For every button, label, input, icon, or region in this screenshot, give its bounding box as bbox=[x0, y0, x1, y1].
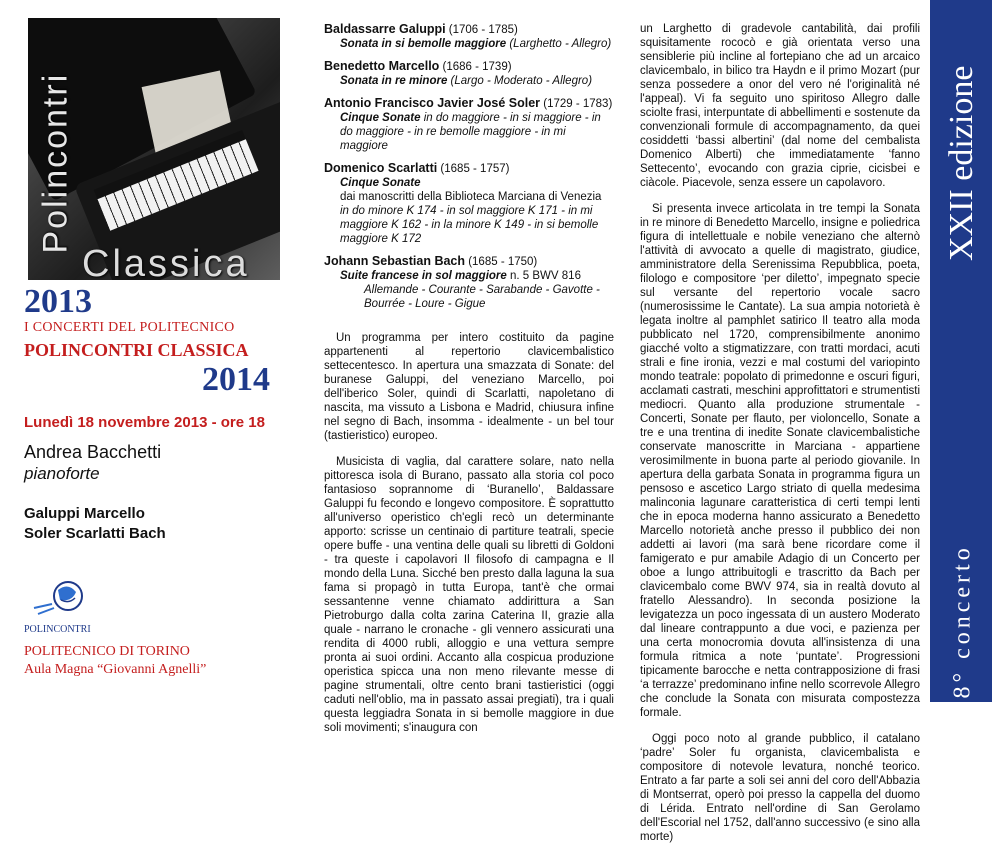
program-column bbox=[324, 22, 614, 747]
performer-instrument: pianoforte bbox=[24, 464, 100, 483]
venue: Aula Magna “Giovanni Agnelli” bbox=[24, 662, 207, 677]
event-date: Lunedì 18 novembre 2013 - ore 18 bbox=[24, 414, 265, 431]
institution: POLITECNICO DI TORINO bbox=[24, 644, 190, 659]
work-detail: n. 5 BWV 816 bbox=[506, 270, 581, 282]
work-detail-2: in do minore K 174 - in sol maggiore K 171 - in mi maggiore K 162 - in la minore K 149 - in si bemolle maggiore K 172 bbox=[340, 205, 599, 245]
program-item bbox=[324, 22, 614, 51]
paragraph: Oggi poco noto al grande pubblico, il catalano ‘padre’ Soler fu organista, clavicembalista e compositore di notevole levatura, nonché teorico. Entrato a far parte a soli sei anni del coro dell'Abbazia di Montserrat, operò poi presso la cappella del duomo di Lérida. Entrato nell'ordine di San Gerolamo dell'Escorial nel 1752, dall'anno successivo (e sino alla morte) bbox=[640, 733, 920, 843]
program-item bbox=[324, 254, 614, 311]
paragraph: Musicista di vaglia, dal carattere solare, nato nella pittoresca isola di Burano, passato alla storia col poco fantasioso soprannome di ‘Buranello’, Baldassare Galuppi fu fecondo e longevo compositore. È soprattutto all'universo operistico ch'egli recò un determinante apporto: scrisse un centinaio di partiture teatrali, specie opere buffe - una ventina delle quali su libretti di Goldoni - tra queste i capolavori Il filosofo di campagna e Il mondo della Luna. Sicché ben presto dalla laguna la sua fama si propagò in tutta Europa, tant'è che ormai sessantenne venne chiamato addirittura a San Pietroburgo dalla colta zarina Caterina II, grazie alla quale - narrano le cronache - gli vennero assicurati una rendita di 4000 rubli, alloggio e una vettura sempre pronta ai suoi ordini. Accanto alla cospicua produzione operistica spicca una non meno rilevante messe di pagine strumentali, oltre cento brani tastieristici (oggi caduti nell'oblio, ma in passato assai pregiati), tra i quali questa leggiadra Sonata in si bemolle maggiore in due soli movimenti; s'inaugura con bbox=[324, 456, 614, 734]
composer-name: Johann Sebastian Bach bbox=[324, 254, 466, 268]
work-detail: dai manoscritti della Biblioteca Marciana di Venezia bbox=[340, 191, 602, 203]
performer-name: Andrea Bacchetti bbox=[24, 442, 162, 462]
series-title: I CONCERTI DEL POLITECNICO bbox=[24, 320, 235, 335]
program-item bbox=[324, 161, 614, 246]
composers-line-1: Galuppi Marcello bbox=[24, 505, 145, 522]
edition-label: XXII edizione bbox=[943, 65, 980, 261]
work-title: Cinque Sonate bbox=[340, 112, 421, 124]
composer-dates: (1706 - 1785) bbox=[445, 24, 518, 36]
logo-text: POLINCONTRI bbox=[24, 624, 91, 635]
work-title: Sonata in re minore bbox=[340, 75, 448, 87]
text-column bbox=[640, 22, 920, 856]
composer-name: Benedetto Marcello bbox=[324, 59, 440, 73]
composers-line-2: Soler Scarlatti Bach bbox=[24, 525, 166, 542]
brand-vertical: Polincontri bbox=[36, 72, 75, 254]
polincontri-logo bbox=[28, 578, 88, 628]
work-title: Suite francese in sol maggiore bbox=[340, 270, 507, 282]
work-movements: Allemande - Courante - Sarabande - Gavotte - Bourrée - Loure - Gigue bbox=[364, 284, 600, 310]
work-detail: (Largo - Moderato - Allegro) bbox=[447, 75, 593, 87]
program-item bbox=[324, 96, 614, 153]
paragraph: Si presenta invece articolata in tre tempi la Sonata in re minore di Benedetto Marcello, insigne e poliedrica figura di intellettuale e nobile veneziano che alternò l'attività di avvocato a quelle di magistrato, giudice, amministratore della Serenissima Repubblica, poeta, filologo e compositore ‘per diletto’, impegnato specie sul versante del repertorio vocale sacro (numerosissime le Cantate). La sua ampia notorietà è legata inoltre al pamphlet satirico Il teatro alla moda pubblicato nel 1720, comprensibilmente anonimo giacché volto a stigmatizzare, con tratti mordaci, acuti strali e fine ironia, vezzi e mal costumi del variopinto mondo teatrale: popolato di primedonne e oscuri figuri, acclamati castrati, meschini approfittatori e strumentisti mediocri. Quanto alla produzione strumentale - Concerti, Sonate per flauto, per violoncello, Sonate a tre e una trentina di inedite Sonate clavicembalistiche conservate manoscritte in Marciana - appartiene verosimilmente in buona parte al periodo giovanile. In apertura della garbata Sonata in programma figura un pensoso e ascetico Largo striato di quella medesima malinconia lagunare caratteristica di certi tempi lenti che in epoca moderna hanno assicurato a Benedetto Marcello notorietà anche presso il pubblico dei non addetti ai lavori (ma sarà bene ricordare come il famigerato e pur amabile Adagio di un Concerto per oboe a lungo attribuitogli e trascritto da Bach per clavicembalo come BWV 974, sia in realtà dovuto al fratello Alessandro). In seconda posizione la levigatezza un poco ingessata di un austero Moderato dal lineare contrappunto a due voci, e pazienza per una certa monocromia dovuta all'insistenza di una formula ritmica a note ‘puntate’. Progressioni tipicamente barocche e netta contrapposizione di frasi ‘a terrazze’ predominano infine nello scorrevole Allegro che conclude la Sonata con misurata compostezza formale. bbox=[640, 203, 920, 719]
composer-dates: (1686 - 1739) bbox=[439, 61, 512, 73]
work-detail: in do maggiore - in si maggiore - in do maggiore - in re bemolle maggiore - in mi maggiore bbox=[340, 112, 601, 152]
brand-classica: Classica bbox=[82, 243, 250, 280]
paragraph: un Larghetto di gradevole cantabilità, dai profili squisitamente rococò e già orientata verso una sensiblerie più incline al fortepiano che ad un arcaico clavicembalo, in bilico tra Haydn e il primo Mozart (pur senza possedere a onor del vero né l'originalità né l'appeal). Vi fa seguito uno spiritoso Allegro dalle sciolte frasi, interpuntate di abbellimenti e sostenute da convenzionali formule di accompagnamento, da quei cosiddetti ‘bassi albertini’ (dal nome del cembalista Domenico Alberti) che immediatamente ‘fanno Settecento’, evocando con grazia ciprie, cicisbei e ciàcole. Piacevole, senza essere un capolavoro. bbox=[640, 23, 920, 189]
series-name: POLINCONTRI CLASSICA bbox=[24, 340, 249, 360]
composers-summary bbox=[24, 504, 166, 544]
composer-name: Antonio Francisco Javier José Soler bbox=[324, 96, 541, 110]
paragraph: Un programma per intero costituito da pagine appartenenti al repertorio clavicembalistico settecentesco. In apertura una smazzata di Sonate: del buranese Galuppi, del veneziano Marcello, poi dell'iberico Soler, quindi di Scarlatti, napoletano di nascita, ma vissuto a Lisbona e Madrid, chiusura infine nel segno di Bach, insomma - idealmente - un bel tour (tastieristico) europeo. bbox=[324, 332, 614, 442]
work-detail: (Larghetto - Allegro) bbox=[506, 38, 612, 50]
concert-number: 8° concerto bbox=[949, 544, 976, 699]
composer-dates: (1685 - 1750) bbox=[465, 256, 538, 268]
composer-dates: (1685 - 1757) bbox=[437, 163, 510, 175]
composer-name: Baldassarre Galuppi bbox=[324, 22, 446, 36]
composer-name: Domenico Scarlatti bbox=[324, 161, 438, 175]
work-title: Sonata in si bemolle maggiore bbox=[340, 38, 507, 50]
year-start: 2013 bbox=[24, 283, 92, 320]
side-band bbox=[930, 0, 992, 702]
work-title: Cinque Sonate bbox=[340, 177, 421, 189]
year-end: 2014 bbox=[202, 361, 270, 398]
piano-photo bbox=[28, 18, 280, 280]
cover-column bbox=[22, 18, 284, 698]
composer-dates: (1729 - 1783) bbox=[540, 98, 613, 110]
program-item bbox=[324, 59, 614, 88]
